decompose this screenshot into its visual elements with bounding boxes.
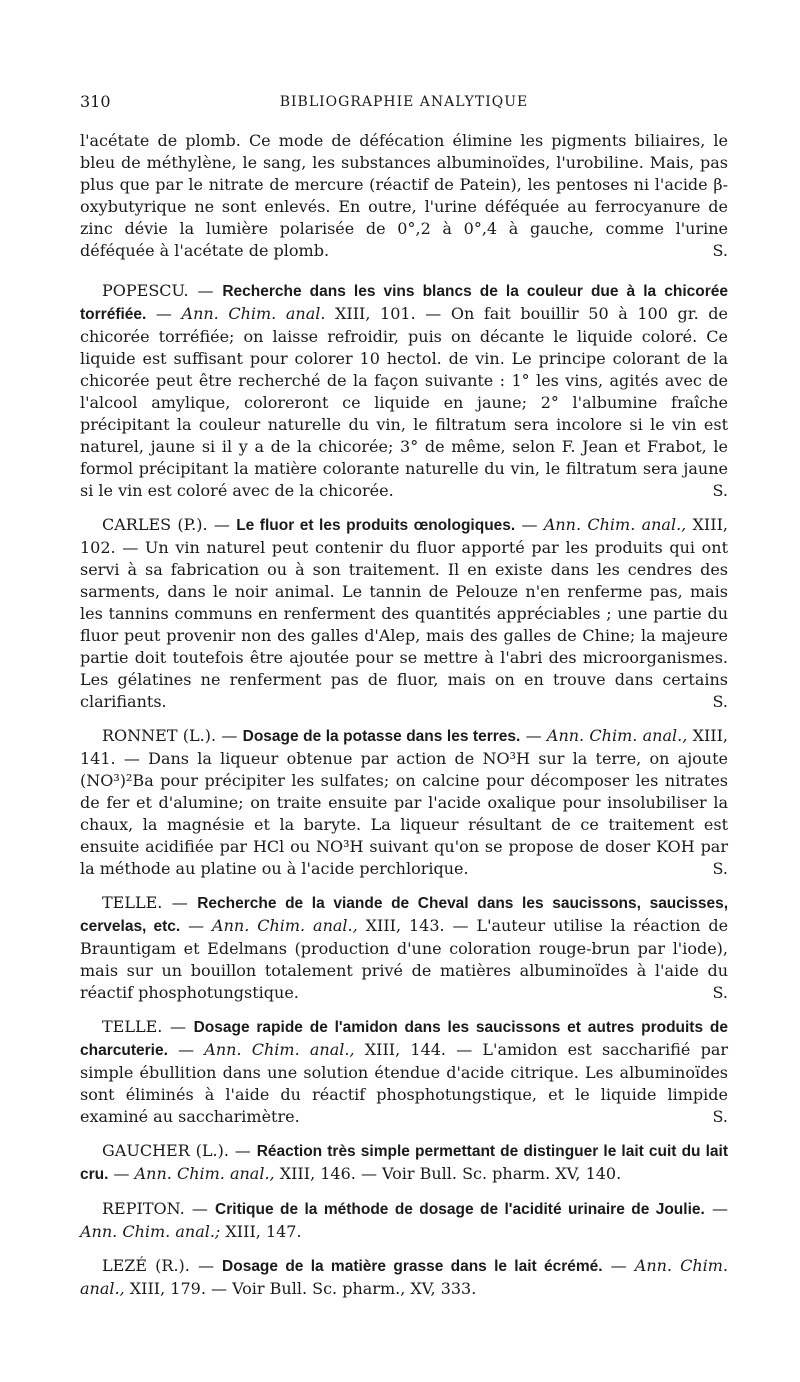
entry-author: POPESCU. —	[102, 281, 214, 300]
bibliography-entry	[80, 514, 728, 713]
entry-reference: XIII, 147.	[220, 1222, 302, 1241]
entry-separator: —	[602, 1256, 635, 1275]
entry-reference: XIII, 143. —	[357, 916, 477, 935]
running-head: BIBLIOGRAPHIE ANALYTIQUE	[279, 94, 529, 110]
entry-title: Critique de la méthode de dosage de l'acidité urinaire de Joulie.	[215, 1201, 705, 1218]
bibliography-entry	[80, 1198, 728, 1243]
entry-body: Un vin naturel peut contenir du fluor apporté par les produits qui ont servi à sa fabrication ou à son traitement. Il en existe dans les cendres des sarments, dans le noir animal. Le tannin de Pelouze n'en renferme pas, mais les tannins communs en renferment des quantités appréciables ; une partie du fluor peut provenir non des galles d'Alep, mais des galles de Chine; la majeure partie doit toutefois être ajoutée pour se mettre à l'abri des microorganismes. Les gélatines ne renferment pas de fluor, mais on en trouve dans certains clarifiants.	[80, 538, 729, 711]
entry-body: Voir Bull. Sc. pharm., XV, 333.	[232, 1279, 477, 1298]
entry-journal: Ann. Chim. anal.,	[543, 515, 687, 534]
entry-body: L'amidon est saccharifié par simple ébullition dans une solution étendue d'acide citrique. Les albuminoïdes sont éliminés à l'aide du réactif phosphotungstique, et le liquide limpide examiné au saccharimètre.	[80, 1040, 729, 1126]
bibliography-entry	[80, 725, 728, 880]
entry-separator: —	[167, 1040, 205, 1059]
entry-title: Dosage de la matière grasse dans le lait écrémé.	[222, 1258, 603, 1275]
entry-reference: XIII, 101. —	[325, 304, 451, 323]
entry-title: Dosage rapide de l'amidon dans les saucissons et autres produits de charcuterie.	[80, 1019, 729, 1059]
entry-journal: Ann. Chim. anal.;	[80, 1222, 221, 1241]
signature: S.	[712, 692, 728, 711]
entry-journal: Ann. Chim. anal.	[181, 304, 326, 323]
entry-body: L'auteur utilise la réaction de Brauntigam et Edelmans (production d'une coloration rouge-brun par l'iode), mais sur un bouillon totalement privé de matières albuminoïdes à l'aide du réactif phosphotungstique.	[80, 916, 729, 1002]
entry-title: Réaction très simple permettant de distinguer le lait cuit du lait cru.	[80, 1143, 729, 1183]
entry-author: GAUCHER (L.). —	[102, 1141, 251, 1160]
entry-body: Voir Bull. Sc. pharm. XV, 140.	[382, 1164, 622, 1183]
bibliography-entry	[80, 892, 728, 1004]
entry-separator: —	[146, 304, 182, 323]
entry-body: Dans la liqueur obtenue par action de NO³H sur la terre, on ajoute (NO³)²Ba pour précipiter les sulfates; on calcine pour décomposer les nitrates de fer et d'alumine; on traite ensuite par l'acide oxalique pour insolubiliser la chaux, la magnésie et la baryte. La liqueur résultant de ce traitement est ensuite acidifiée par HCl ou NO³H suivant qu'on se propose de doser KOH par la méthode au platine ou à l'acide perchlorique.	[80, 749, 729, 878]
entry-author: TELLE. —	[102, 1017, 186, 1036]
bibliography-entry	[80, 1255, 728, 1300]
entry-separator: —	[515, 515, 544, 534]
signature: S.	[712, 983, 728, 1002]
signature: S.	[712, 481, 728, 500]
entry-author: REPITON. —	[102, 1199, 208, 1218]
page-content	[80, 130, 728, 1312]
entry-journal: Ann. Chim. anal.,	[134, 1164, 275, 1183]
entry-journal: Ann. Chim. anal.,	[204, 1040, 355, 1059]
entry-title: Recherche dans les vins blancs de la couleur due à la chicorée torréfiée.	[80, 283, 728, 323]
entry-author: RONNET (L.). —	[102, 726, 238, 745]
bibliography-entry	[80, 1016, 728, 1128]
entry-reference: XIII, 144. —	[354, 1040, 483, 1059]
bibliography-entry	[80, 1140, 728, 1186]
entry-reference: XIII, 179. —	[124, 1279, 233, 1298]
continuation-text: l'acétate de plomb. Ce mode de défécation élimine les pigments biliaires, le bleu de méthylène, le sang, les substances albuminoïdes, l'urobiline. Mais, pas plus que par le nitrate de mercure (réactif de Patein), les pentoses ni l'acide β-oxybutyrique ne sont enlevés. En outre, l'urine déféquée au ferrocyanure de zinc dévie la lumière polarisée de 0°,2 à 0°,4 à gauche, comme l'urine déféquée à l'acétate de plomb.	[80, 131, 728, 260]
entry-title: Dosage de la potasse dans les terres.	[242, 728, 521, 745]
page-header	[80, 92, 728, 114]
entry-body: On fait bouillir 50 à 100 gr. de chicorée torréfiée; on laisse refroidir, puis on décante le liquide coloré. Ce liquide est suffisant pour colorer 10 hectol. de vin. Le principe colorant de la chicorée peut être recherché de la façon suivante : 1° les vins, agités avec de l'alcool amylique, coloreront ce liquide en jaune; 2° l'albumine fraîche précipitant la couleur naturelle du vin, le filtratum sera incolore si le vin est naturel, jaune si il y a de la chicorée; 3° de même, selon F. Jean et Frabot, le formol précipitant la matière colorante naturelle du vin, le filtratum sera jaune si le vin est coloré avec de la chicorée.	[80, 304, 728, 500]
entry-journal: Ann. Chim. anal.,	[212, 916, 358, 935]
entry-author: LEZÉ (R.). —	[102, 1256, 214, 1275]
signature: S.	[712, 859, 728, 878]
entry-journal: Ann. Chim. anal.,	[546, 726, 688, 745]
entry-separator: —	[520, 726, 547, 745]
entry-separator: —	[108, 1164, 135, 1183]
entry-author: CARLES (P.). —	[102, 515, 230, 534]
entry-separator: —	[180, 916, 213, 935]
entry-author: TELLE. —	[102, 893, 188, 912]
signature: S.	[712, 1107, 728, 1126]
continuation-paragraph	[80, 130, 728, 262]
entry-separator: —	[704, 1199, 728, 1218]
entry-title: Recherche de la viande de Cheval dans les saucissons, saucisses, cervelas, etc.	[80, 895, 728, 935]
signature: S.	[712, 241, 728, 260]
entry-journal: Ann. Chim. anal.,	[80, 1256, 729, 1298]
entry-reference: XIII, 146. —	[274, 1164, 383, 1183]
bibliography-entry	[80, 280, 728, 502]
entry-reference: XIII, 141. —	[80, 726, 729, 768]
entry-reference: XIII, 102. —	[80, 515, 728, 557]
bibliography-entries	[80, 280, 728, 1300]
page-number: 310	[80, 92, 111, 111]
entry-title: Le fluor et les produits œnologiques.	[236, 517, 516, 534]
